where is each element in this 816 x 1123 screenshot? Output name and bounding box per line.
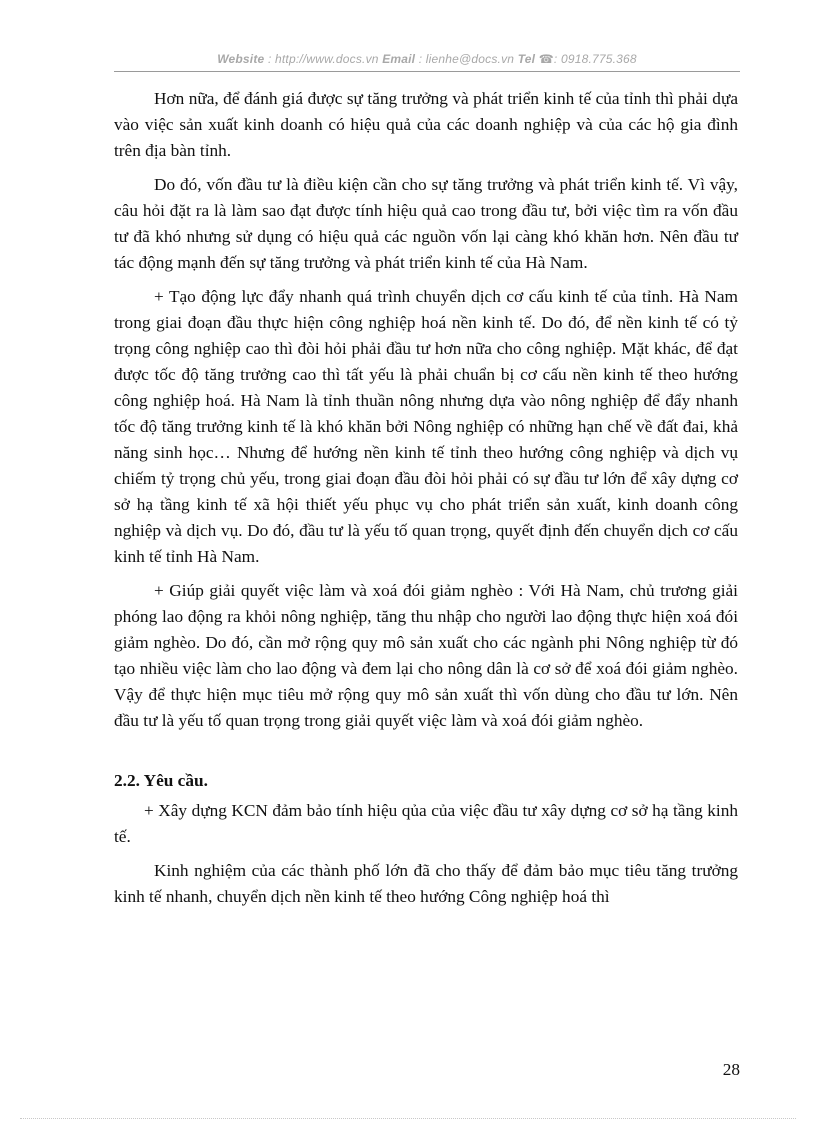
section-paragraph-1: + Xây dựng KCN đảm bảo tính hiệu qủa của việc đầu tư xây dựng cơ sở hạ tầng kinh tế. [114,801,738,846]
header-divider [114,71,740,72]
website-value: : http://www.docs.vn [264,52,383,66]
tel-value: : 0918.775.368 [553,52,637,66]
section-paragraph-2: Kinh nghiệm của các thành phố lớn đã cho thấy để đảm bảo mục tiêu tăng trưởng kinh tế nhanh, chuyển dịch nền kinh tế theo hướng Công nghiệp hoá thì [114,861,738,906]
paragraph-1: Hơn nữa, để đánh giá được sự tăng trưởng và phát triển kinh tế của tỉnh thì phải dựa vào việc sản xuất kinh doanh có hiệu quả của các doanh nghiệp và của các hộ gia đình trên địa bàn tỉnh. [114,89,738,160]
website-label: Website [217,52,265,66]
email-label: Email [382,52,416,66]
email-value: : lienhe@docs.vn [415,52,518,66]
section-heading: 2.2. Yêu cầu. [114,771,208,790]
page-bottom-divider [20,1118,796,1119]
tel-label: Tel [517,52,536,66]
page-number: 28 [722,1060,740,1079]
document-body [114,86,738,918]
paragraph-2: Do đó, vốn đầu tư là điều kiện cần cho sự tăng trưởng và phát triển kinh tế. Vì vậy, câu hỏi đặt ra là làm sao đạt được tính hiệu quả cao trong đầu tư, bởi việc tìm ra vốn đầu tư đã khó nhưng sử dụng có hiệu quả các nguồn vốn lại càng khó khăn hơn. Nên đầu tư tác động mạnh đến sự tăng trưởng và phát triển kinh tế của Hà Nam. [114,175,738,272]
phone-icon: ☎ [538,52,554,66]
paragraph-4: + Giúp giải quyết việc làm và xoá đói giảm nghèo : Với Hà Nam, chủ trương giải phóng lao động ra khỏi nông nghiệp, tăng thu nhập cho người lao động thực hiện xoá đói giảm nghèo. Do đó, cần mở rộng quy mô sản xuất cho các ngành phi Nông nghiệp từ đó tạo nhiều việc làm cho lao động và đem lại cho nông dân là cơ sở để xoá đói giảm nghèo. Vậy để thực hiện mục tiêu mở rộng quy mô sản xuất thì vốn dùng cho đầu tư lớn. Nên đầu tư là yếu tố quan trọng trong giải quyết việc làm và xoá đói giảm nghèo. [114,581,738,730]
page-header [114,52,740,66]
paragraph-3: + Tạo động lực đẩy nhanh quá trình chuyển dịch cơ cấu kinh tế của tỉnh. Hà Nam trong giai đoạn đầu thực hiện công nghiệp hoá nền kinh tế. Do đó, để nền kinh tế có tỷ trọng công nghiệp cao thì đòi hỏi phải đầu tư hơn nữa cho công nghiệp. Mặt khác, để đạt được tốc độ tăng trưởng cao thì tất yếu là phải chuẩn bị cơ cấu nền kinh tế theo hướng công nghiệp hoá. Hà Nam là tỉnh thuần nông nhưng dựa vào nông nghiệp để đẩy nhanh tốc độ tăng trưởng kinh tế là khó khăn bởi Nông nghiệp có những hạn chế về đất đai, khả năng sinh học… Nhưng để hướng nền kinh tế tỉnh theo hướng công nghiệp và dịch vụ chiếm tỷ trọng chủ yếu, trong giai đoạn đầu đòi hỏi phải có sự đầu tư lớn để xây dựng cơ sở hạ tầng kinh tế xã hội thiết yếu phục vụ cho phát triển sản xuất, kinh doanh công nghiệp và dịch vụ. Do đó, đầu tư là yếu tố quan trọng, quyết định đến chuyển dịch cơ cấu kinh tế tỉnh Hà Nam. [114,287,738,566]
